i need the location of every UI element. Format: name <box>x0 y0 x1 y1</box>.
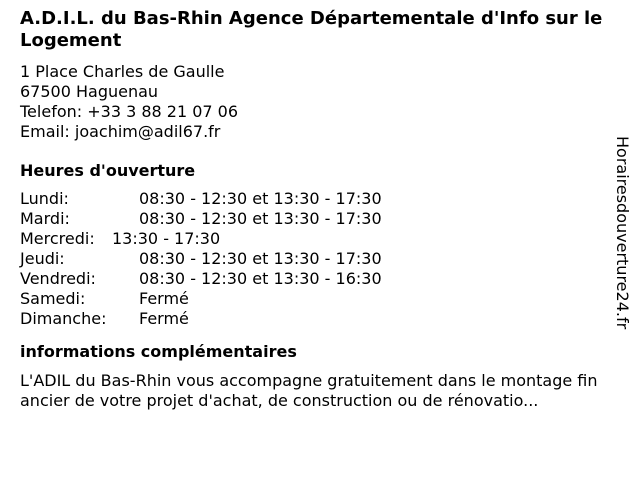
time-value: 08:30 - 12:30 et 13:30 - 17:30 <box>139 249 382 268</box>
phone-number: Telefon: +33 3 88 21 07 06 <box>20 102 239 121</box>
day-label: Vendredi: <box>20 269 96 288</box>
hours-row-wednesday <box>20 229 605 249</box>
contact-block <box>20 62 605 142</box>
day-label: Samedi: <box>20 289 86 308</box>
day-label: Dimanche: <box>20 309 107 328</box>
street-address: 1 Place Charles de Gaulle <box>20 62 225 81</box>
email-address: Email: joachim@adil67.fr <box>20 122 221 141</box>
hours-row-monday <box>20 189 605 209</box>
business-card <box>20 8 605 411</box>
hours-row-sunday <box>20 309 605 329</box>
more-info-text: L'ADIL du Bas-Rhin vous accompagne gratuitement dans le montage financier de votre projet d'achat, de construction ou de rénovatio... <box>20 371 598 410</box>
day-label: Mardi: <box>20 209 70 228</box>
time-value: 08:30 - 12:30 et 13:30 - 16:30 <box>139 269 382 288</box>
day-label: Mercredi: <box>20 229 95 248</box>
hours-row-friday <box>20 269 605 289</box>
more-info-heading: informations complémentaires <box>20 342 297 361</box>
day-label: Jeudi: <box>20 249 65 268</box>
hours-row-thursday <box>20 249 605 269</box>
time-value: Fermé <box>139 309 189 328</box>
time-value: 13:30 - 17:30 <box>112 229 221 248</box>
opening-hours-table <box>20 189 605 329</box>
hours-row-saturday <box>20 289 605 309</box>
time-value: 08:30 - 12:30 et 13:30 - 17:30 <box>139 209 382 228</box>
opening-hours-heading: Heures d'ouverture <box>20 161 196 180</box>
site-watermark: Horairesdouverture24.fr <box>613 136 632 330</box>
postal-city: 67500 Haguenau <box>20 82 159 101</box>
hours-row-tuesday <box>20 209 605 229</box>
day-label: Lundi: <box>20 189 69 208</box>
time-value: 08:30 - 12:30 et 13:30 - 17:30 <box>139 189 382 208</box>
time-value: Fermé <box>139 289 189 308</box>
business-name: A.D.I.L. du Bas-Rhin Agence Départementale d'Info sur le Logement <box>20 8 603 51</box>
